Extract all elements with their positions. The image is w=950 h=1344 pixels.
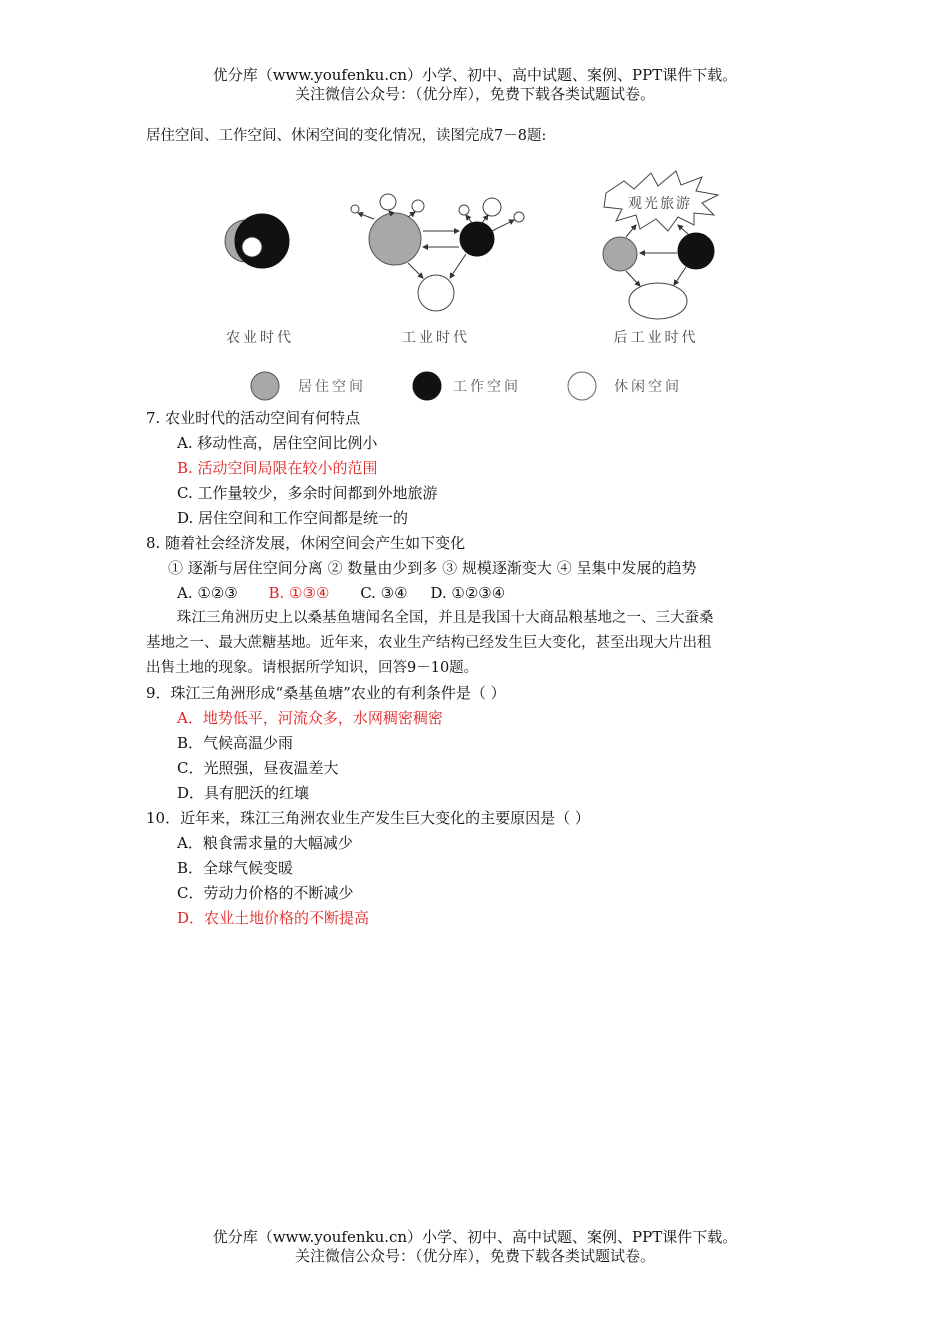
small-leisure-circle <box>483 198 501 216</box>
question-8-item-3: ③ 规模逐渐变大 <box>442 559 552 577</box>
question-10 <box>146 806 816 931</box>
question-content <box>146 124 816 931</box>
small-leisure-circle <box>459 205 469 215</box>
residence-space-circle <box>603 237 637 271</box>
question-7-option-a: A. 移动性高，居住空间比例小 <box>177 434 378 452</box>
era-label-post-industrial: 后工业时代 <box>613 330 699 346</box>
question-8-option-b: B. ①③④ <box>268 584 330 602</box>
question-7 <box>146 406 816 531</box>
question-9-option-a: A．地势低平，河流众多，水网稠密稠密 <box>177 709 443 727</box>
agricultural-era-figure <box>225 214 289 268</box>
question-9-option-c: C．光照强，昼夜温差大 <box>177 759 339 777</box>
question-8-items <box>146 556 816 581</box>
question-8-option-d: D. ①②③④ <box>430 584 506 602</box>
industrial-era-figure <box>351 194 524 311</box>
question-8-stem: 8. 随着社会经济发展，休闲空间会产生如下变化 <box>146 534 466 552</box>
diagram-svg <box>146 151 816 406</box>
page-header <box>0 66 950 104</box>
question-10-stem: 10．近年来，珠江三角洲农业生产发生巨大变化的主要原因是（ ） <box>146 809 590 827</box>
question-8-item-4: ④ 呈集中发展的趋势 <box>556 559 697 577</box>
page-footer <box>0 1228 950 1266</box>
header-line-2: 关注微信公众号：（优分库），免费下载各类试题试卷。 <box>294 85 655 103</box>
legend-leisure-swatch <box>568 372 596 400</box>
passage-line-3: 出售土地的现象。请根据所学知识，回答9－10题。 <box>146 660 479 676</box>
footer-line-2: 关注微信公众号：（优分库），免费下载各类试题试卷。 <box>294 1247 655 1265</box>
legend-work-label: 工作空间 <box>453 379 521 395</box>
residence-space-circle <box>369 213 421 265</box>
question-10-option-b: B．全球气候变暖 <box>177 859 294 877</box>
small-leisure-circle <box>380 194 396 210</box>
work-space-circle <box>678 233 714 269</box>
work-space-circle <box>235 214 289 268</box>
leisure-space-circle <box>418 275 454 311</box>
legend-leisure-label: 休闲空间 <box>614 379 682 395</box>
question-7-option-d: D. 居住空间和工作空间都是统一的 <box>177 509 409 527</box>
question-8 <box>146 531 816 606</box>
header-line-1: 优分库（www.youfenku.cn）小学、初中、高中试题、案例、PPT课件下载。 <box>212 66 738 84</box>
work-space-circle <box>460 222 494 256</box>
tourism-label: 观光旅游 <box>628 196 692 212</box>
leisure-space-circle <box>242 237 262 257</box>
reading-passage <box>146 606 816 681</box>
question-7-option-b: B. 活动空间局限在较小的范围 <box>177 459 378 477</box>
question-7-option-c: C. 工作量较少，多余时间都到外地旅游 <box>177 484 438 502</box>
legend-work-swatch <box>413 372 441 400</box>
question-9-option-b: B．气候高温少雨 <box>177 734 294 752</box>
small-leisure-circle <box>412 200 424 212</box>
question-8-option-a: A. ①②③ <box>177 584 238 602</box>
era-label-industrial: 工业时代 <box>402 330 470 346</box>
diagram-legend <box>251 372 682 400</box>
passage-line-1: 珠江三角洲历史上以桑基鱼塘闻名全国，并且是我国十大商品粮基地之一、三大蚕桑 <box>177 610 714 626</box>
question-10-option-c: C．劳动力价格的不断减少 <box>177 884 354 902</box>
question-7-stem: 7. 农业时代的活动空间有何特点 <box>146 409 361 427</box>
passage-line-2: 基地之一、最大蔗糖基地。近年来，农业生产结构已经发生巨大变化，甚至出现大片出租 <box>146 635 712 651</box>
small-leisure-circle <box>514 212 524 222</box>
question-9-stem: 9．珠江三角洲形成“桑基鱼塘”农业的有利条件是（ ） <box>146 684 506 702</box>
post-industrial-era-figure <box>603 171 718 319</box>
intro-text: 居住空间、工作空间、休闲空间的变化情况，读图完成7－8题: <box>146 128 547 144</box>
small-leisure-circle <box>351 205 359 213</box>
footer-line-1: 优分库（www.youfenku.cn）小学、初中、高中试题、案例、PPT课件下载。 <box>212 1228 738 1246</box>
question-10-option-a: A．粮食需求量的大幅减少 <box>177 834 353 852</box>
question-9-option-d: D．具有肥沃的红壤 <box>177 784 310 802</box>
era-label-agricultural: 农业时代 <box>226 330 294 346</box>
question-8-item-1: ① 逐渐与居住空间分离 <box>168 559 323 577</box>
leisure-space-circle <box>629 283 687 319</box>
legend-residence-swatch <box>251 372 279 400</box>
question-8-options <box>146 581 816 606</box>
activity-space-diagram <box>146 151 816 406</box>
question-10-option-d: D．农业土地价格的不断提高 <box>177 909 370 927</box>
question-9 <box>146 681 816 806</box>
question-8-option-c: C. ③④ <box>360 584 408 602</box>
legend-residence-label: 居住空间 <box>298 379 366 395</box>
question-8-item-2: ② 数量由少到多 <box>327 559 438 577</box>
